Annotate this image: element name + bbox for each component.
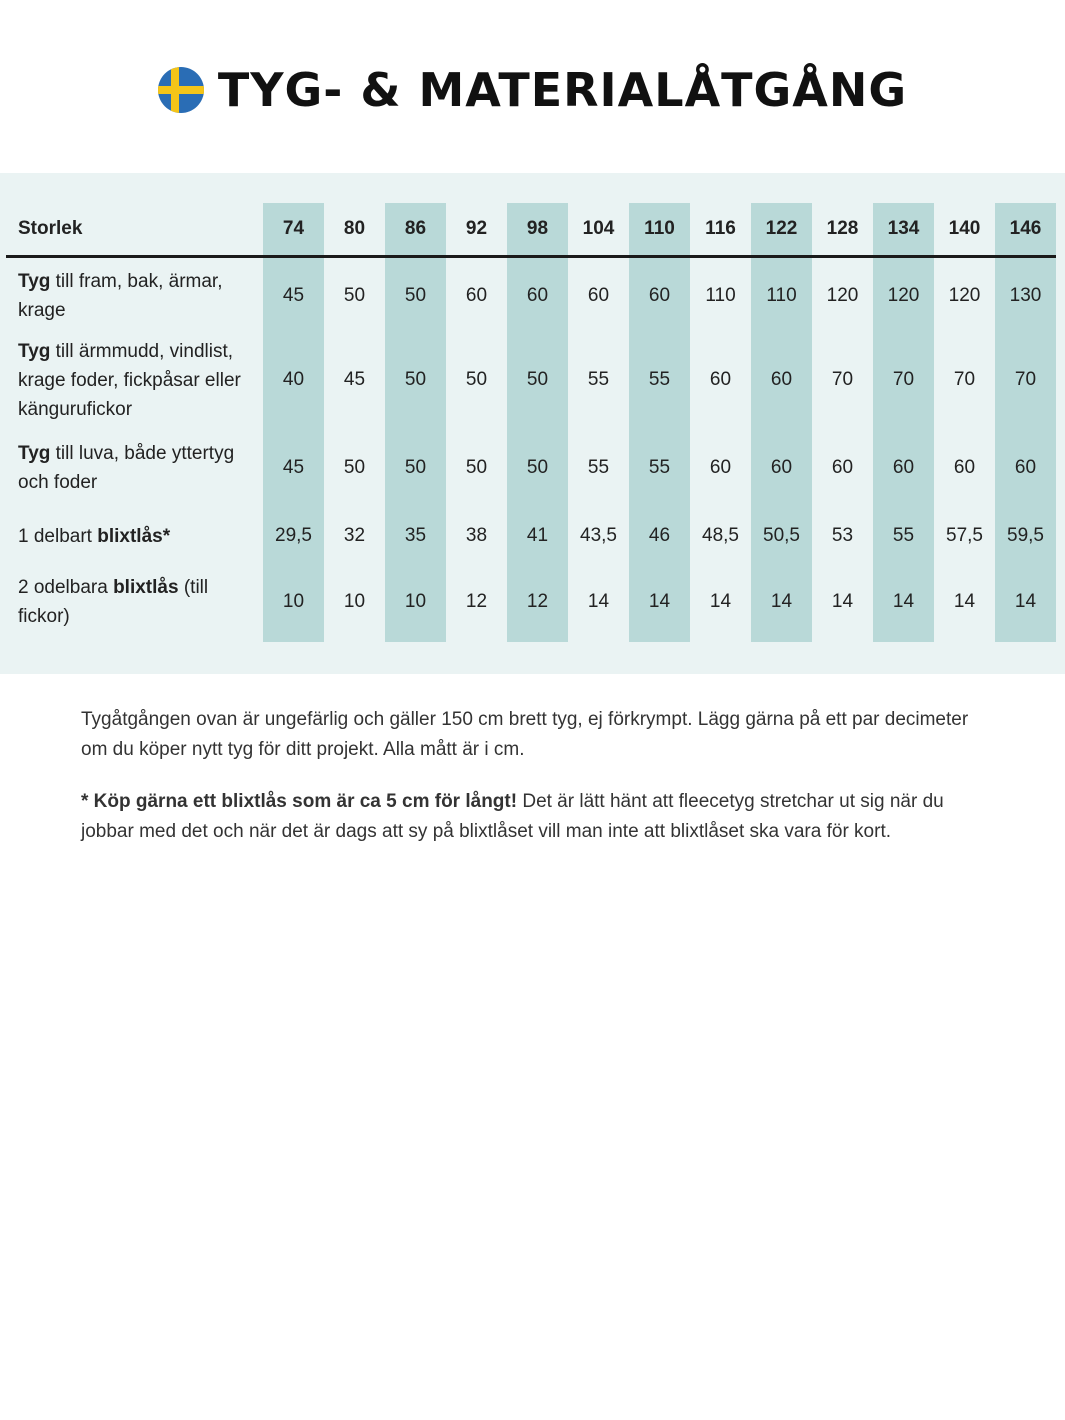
table-cell: 70 bbox=[953, 369, 976, 390]
row-label-part: (till fickor) bbox=[18, 577, 209, 627]
table-cell: 60 bbox=[587, 285, 610, 306]
table-cell: 53 bbox=[831, 525, 854, 546]
table-cell: 55 bbox=[629, 426, 690, 510]
size-header-cell: 74 bbox=[263, 203, 324, 257]
table-cell: 60 bbox=[507, 257, 568, 335]
row-label-part: Tyg bbox=[18, 340, 51, 362]
table-cell: 50 bbox=[507, 426, 568, 510]
size-header-cell: 122 bbox=[751, 203, 812, 257]
table-cell: 60 bbox=[831, 457, 854, 478]
table-cell: 41 bbox=[507, 510, 568, 562]
material-table bbox=[6, 203, 1056, 642]
page-title: TYG- & MATERIALÅTGÅNG bbox=[217, 63, 908, 117]
table-cell: 70 bbox=[995, 334, 1056, 426]
table-cell: 14 bbox=[751, 562, 812, 642]
size-header-cell: 104 bbox=[568, 203, 629, 257]
notes-section bbox=[81, 705, 981, 869]
size-column-header: Storlek bbox=[6, 203, 263, 257]
table-cell: 70 bbox=[831, 369, 854, 390]
table-cell: 50 bbox=[385, 426, 446, 510]
row-label-part: blixtlås bbox=[113, 577, 179, 598]
table-cell: 29,5 bbox=[263, 510, 324, 562]
table-cell: 38 bbox=[465, 525, 488, 546]
table-cell: 46 bbox=[629, 510, 690, 562]
table-cell: 14 bbox=[873, 562, 934, 642]
size-header-cell: 110 bbox=[629, 203, 690, 257]
table-cell: 10 bbox=[385, 562, 446, 642]
zipper-note-emphasis: * Köp gärna ett blixtlås som är ca 5 cm för långt! bbox=[81, 791, 518, 812]
table-cell: 14 bbox=[953, 591, 976, 612]
row-label-part: till luva, både yttertyg och foder bbox=[18, 443, 235, 493]
table-cell: 14 bbox=[587, 591, 610, 612]
table-cell: 45 bbox=[263, 426, 324, 510]
table-cell: 45 bbox=[343, 369, 366, 390]
table-cell: 55 bbox=[629, 334, 690, 426]
table-cell: 45 bbox=[263, 257, 324, 335]
table-cell: 55 bbox=[587, 457, 610, 478]
size-header-cell: 80 bbox=[324, 203, 385, 257]
size-header-cell: 128 bbox=[812, 203, 873, 257]
size-header-cell: 98 bbox=[507, 203, 568, 257]
title-row bbox=[0, 58, 1065, 122]
table-cell: 59,5 bbox=[995, 510, 1056, 562]
row-label-part: till ärmmudd, vindlist, krage foder, fickpåsar eller kängurufickor bbox=[18, 340, 241, 420]
table-cell: 120 bbox=[948, 285, 981, 306]
row-label-part: Tyg bbox=[18, 443, 51, 464]
table-cell: 120 bbox=[873, 257, 934, 335]
table-cell: 110 bbox=[705, 285, 736, 306]
table-cell: 50 bbox=[465, 369, 488, 390]
table-cell: 14 bbox=[831, 591, 854, 612]
table-cell: 60 bbox=[465, 285, 488, 306]
fabric-note: Tygåtgången ovan är ungefärlig och gäller 150 cm brett tyg, ej förkrympt. Lägg gärna på ett par decimeter om du köper nytt tyg för ditt projekt. Alla mått är i cm. bbox=[81, 709, 969, 760]
table-cell: 12 bbox=[507, 562, 568, 642]
table-cell: 60 bbox=[709, 369, 732, 390]
table-cell: 60 bbox=[995, 426, 1056, 510]
table-row bbox=[6, 562, 1056, 642]
table-cell: 50 bbox=[343, 285, 366, 306]
table-cell: 32 bbox=[343, 525, 366, 546]
table-header-row bbox=[6, 203, 1056, 257]
row-label-part: Tyg bbox=[18, 271, 51, 292]
table-cell: 60 bbox=[751, 334, 812, 426]
row-label-part: 1 delbart bbox=[18, 525, 98, 547]
row-label bbox=[6, 257, 263, 335]
size-header-cell: 86 bbox=[385, 203, 446, 257]
size-header-cell: 116 bbox=[690, 203, 751, 257]
zipper-note-text: Det är lätt hänt att fleecetyg stretchar ut sig när du jobbar med det och när det är dags att sy på blixtlåset vill man inte att blixtlåset ska vara för kort. bbox=[81, 791, 944, 842]
table-cell: 50 bbox=[385, 334, 446, 426]
size-header-cell: 146 bbox=[995, 203, 1056, 257]
table-cell: 60 bbox=[953, 457, 976, 478]
swedish-flag-icon bbox=[158, 67, 204, 113]
table-cell: 50 bbox=[385, 257, 446, 335]
table-row bbox=[6, 510, 1056, 562]
table-cell: 70 bbox=[873, 334, 934, 426]
table-cell: 43,5 bbox=[580, 525, 617, 546]
row-label bbox=[6, 334, 263, 426]
row-label bbox=[6, 510, 263, 562]
table-cell: 60 bbox=[629, 257, 690, 335]
row-label bbox=[6, 562, 263, 642]
table-cell: 10 bbox=[263, 562, 324, 642]
table-cell: 50 bbox=[343, 457, 366, 478]
table-cell: 55 bbox=[587, 369, 610, 390]
table-cell: 57,5 bbox=[946, 525, 983, 546]
table-cell: 60 bbox=[751, 426, 812, 510]
row-label-part: till fram, bak, ärmar, krage bbox=[18, 271, 223, 321]
row-label-part: blixtlås* bbox=[97, 525, 171, 547]
table-cell: 50 bbox=[465, 457, 488, 478]
table-cell: 120 bbox=[826, 285, 859, 306]
table-cell: 60 bbox=[709, 457, 732, 478]
table-cell: 130 bbox=[995, 257, 1056, 335]
table-cell: 50,5 bbox=[751, 510, 812, 562]
table-cell: 14 bbox=[629, 562, 690, 642]
table-cell: 35 bbox=[385, 510, 446, 562]
table-row bbox=[6, 257, 1056, 335]
table-row bbox=[6, 334, 1056, 426]
table-cell: 110 bbox=[751, 257, 812, 335]
size-header-cell: 92 bbox=[446, 203, 507, 257]
table-cell: 14 bbox=[995, 562, 1056, 642]
table-cell: 40 bbox=[263, 334, 324, 426]
table-cell: 10 bbox=[343, 591, 366, 612]
table-cell: 55 bbox=[873, 510, 934, 562]
size-header-cell: 140 bbox=[934, 203, 995, 257]
table-row bbox=[6, 426, 1056, 510]
material-table-section bbox=[0, 173, 1065, 674]
row-label bbox=[6, 426, 263, 510]
row-label-part: 2 odelbara bbox=[18, 577, 114, 598]
table-cell: 60 bbox=[873, 426, 934, 510]
table-cell: 48,5 bbox=[702, 525, 739, 546]
table-cell: 14 bbox=[709, 591, 732, 612]
table-cell: 50 bbox=[507, 334, 568, 426]
zipper-note bbox=[81, 787, 981, 847]
size-header-cell: 134 bbox=[873, 203, 934, 257]
table-cell: 12 bbox=[465, 591, 488, 612]
